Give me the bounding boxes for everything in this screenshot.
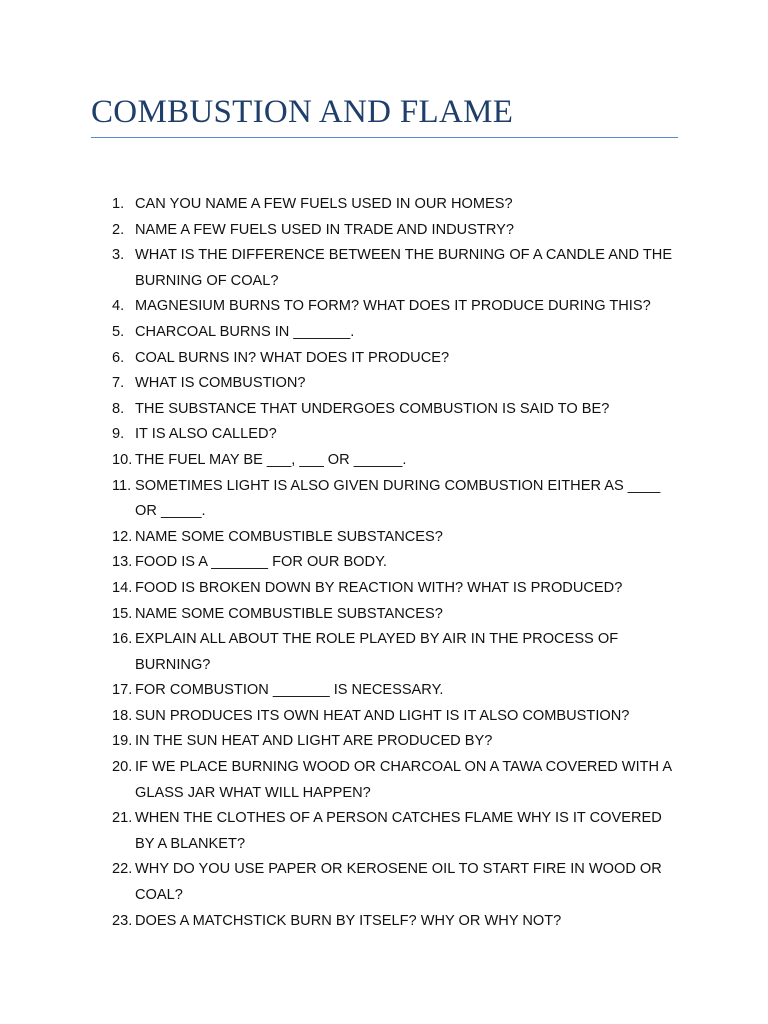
question-text: SUN PRODUCES ITS OWN HEAT AND LIGHT IS IT ALSO COMBUSTION? (135, 707, 630, 724)
question-number: 3. (112, 247, 125, 264)
question-item (0, 806, 680, 857)
question-item (0, 320, 680, 346)
question-text: MAGNESIUM BURNS TO FORM? WHAT DOES IT PRODUCE DURING THIS? (135, 298, 651, 315)
question-number: 13. (112, 554, 133, 571)
question-item (0, 346, 680, 372)
question-item (0, 243, 680, 294)
question-text: FOOD IS BROKEN DOWN BY REACTION WITH? WHAT IS PRODUCED? (135, 579, 623, 596)
question-text: NAME SOME COMBUSTIBLE SUBSTANCES? (135, 605, 443, 622)
question-number: 22. (112, 861, 133, 878)
question-item (0, 627, 680, 678)
question-text: NAME SOME COMBUSTIBLE SUBSTANCES? (135, 528, 443, 545)
question-number: 7. (112, 375, 125, 392)
question-text: FOR COMBUSTION _______ IS NECESSARY. (135, 682, 444, 699)
question-item (0, 550, 680, 576)
question-number: 8. (112, 400, 125, 417)
question-item (0, 474, 680, 525)
title-underline (91, 137, 678, 138)
question-text: CHARCOAL BURNS IN _______. (135, 323, 355, 340)
question-number: 17. (112, 682, 133, 699)
question-text: WHY DO YOU USE PAPER OR KEROSENE OIL TO START FIRE IN WOOD OR COAL? (135, 861, 662, 904)
question-number: 16. (112, 631, 133, 648)
question-number: 6. (112, 349, 125, 366)
question-text: IT IS ALSO CALLED? (135, 426, 277, 443)
question-number: 23. (112, 912, 133, 929)
question-number: 19. (112, 733, 133, 750)
question-text: COAL BURNS IN? WHAT DOES IT PRODUCE? (135, 349, 450, 366)
question-item (0, 857, 680, 908)
question-number: 2. (112, 221, 125, 238)
question-number: 1. (112, 196, 125, 212)
question-text: SOMETIMES LIGHT IS ALSO GIVEN DURING COMBUSTION EITHER AS ____ OR _____. (135, 477, 661, 520)
question-item (0, 422, 680, 448)
question-text: FOOD IS A _______ FOR OUR BODY. (135, 554, 387, 571)
question-text: IN THE SUN HEAT AND LIGHT ARE PRODUCED BY? (135, 733, 493, 750)
question-number: 11. (112, 477, 132, 494)
question-text: WHEN THE CLOTHES OF A PERSON CATCHES FLAME WHY IS IT COVERED BY A BLANKET? (135, 810, 662, 852)
question-number: 18. (112, 707, 133, 724)
question-item (0, 704, 680, 730)
question-text: IF WE PLACE BURNING WOOD OR CHARCOAL ON A TAWA COVERED WITH A GLASS JAR WHAT WILL HAPPEN? (135, 759, 672, 801)
question-item (0, 371, 680, 397)
question-text: DOES A MATCHSTICK BURN BY ITSELF? WHY OR WHY NOT? (135, 912, 562, 929)
question-list (0, 192, 680, 934)
question-text: EXPLAIN ALL ABOUT THE ROLE PLAYED BY AIR IN THE PROCESS OF BURNING? (135, 631, 619, 673)
question-number: 15. (112, 605, 133, 622)
question-number: 21. (112, 810, 133, 827)
question-item (0, 448, 680, 474)
question-item (0, 218, 680, 244)
question-item (0, 755, 680, 806)
question-text: WHAT IS THE DIFFERENCE BETWEEN THE BURNING OF A CANDLE AND THE BURNING OF COAL? (135, 247, 673, 289)
question-item (0, 397, 680, 423)
question-text: NAME A FEW FUELS USED IN TRADE AND INDUSTRY? (135, 221, 514, 238)
question-number: 5. (112, 323, 125, 340)
question-item (0, 729, 680, 755)
question-item (0, 525, 680, 551)
question-item (0, 294, 680, 320)
question-number: 12. (112, 528, 133, 545)
question-text: THE FUEL MAY BE ___, ___ OR ______. (135, 451, 407, 468)
question-item (0, 192, 680, 218)
question-number: 9. (112, 426, 125, 443)
question-text: CAN YOU NAME A FEW FUELS USED IN OUR HOMES? (135, 196, 513, 212)
question-item (0, 909, 680, 935)
question-text: WHAT IS COMBUSTION? (135, 375, 306, 392)
question-number: 14. (112, 579, 133, 596)
question-text: THE SUBSTANCE THAT UNDERGOES COMBUSTION IS SAID TO BE? (135, 400, 610, 417)
question-item (0, 576, 680, 602)
page-title: COMBUSTION AND FLAME (91, 94, 514, 130)
question-number: 4. (112, 298, 125, 315)
question-item (0, 602, 680, 628)
question-number: 20. (112, 759, 133, 776)
question-number: 10. (112, 451, 133, 468)
question-item (0, 678, 680, 704)
